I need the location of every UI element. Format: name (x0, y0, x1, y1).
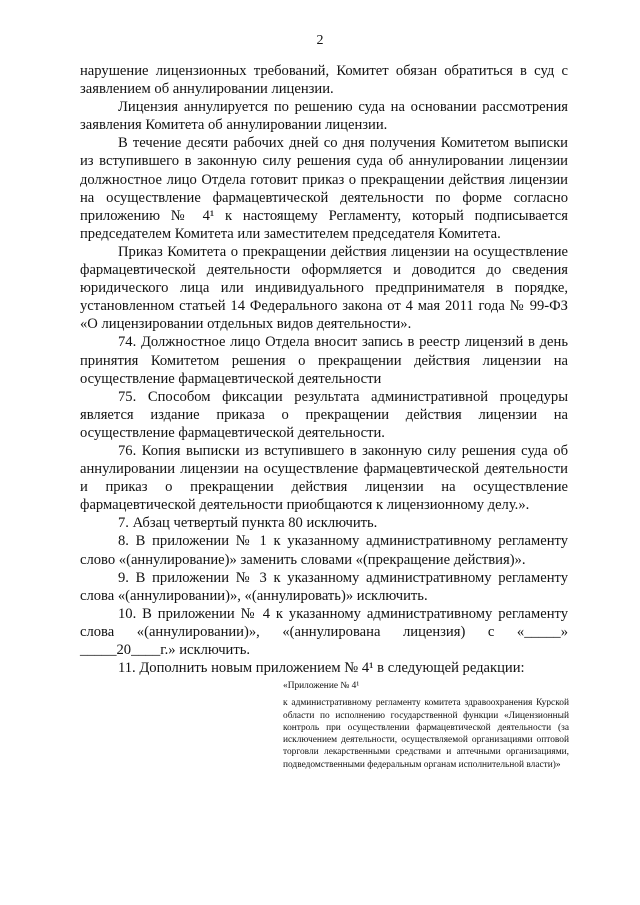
paragraph: В течение десяти рабочих дней со дня получения Комитетом выписки из вступившего в законную силу решения суда об аннулировании лицензии должностное лицо Отдела готовит приказ о прекращении действия лицензии на осуществление фармацевтической деятельности по форме согласно приложению № 4¹ к настоящему Регламенту, который подписывается председателем Комитета или заместителем председателя Комитета. (80, 135, 568, 242)
page-number: 2 (316, 33, 324, 48)
paragraph: 75. Способом фиксации результата административной процедуры является издание приказа о прекращении действия лицензии на осуществление фармацевтической деятельности. (80, 388, 568, 441)
paragraph: 9. В приложении № 3 к указанному административному регламенту слова «(аннулировании)», «(аннулировать)» исключить. (80, 569, 568, 604)
appendix-body: к административному регламенту комитета здравоохранения Курской области по исполнению государственной функции «Лицензионный контроль при осуществлении фармацевтической деятельности (за исключением деятельности, осуществляемой организациями оптовой торговли лекарственными средствами и аптечными организациями, подведомственными федеральным органам исполнительной власти)» (283, 698, 569, 770)
paragraph: 10. В приложении № 4 к указанному административному регламенту слова «(аннулировании)», «(аннулирована лицензия) с «_____» _____20____г.» исключить. (80, 605, 568, 658)
paragraph: Лицензия аннулируется по решению суда на основании рассмотрения заявления Комитета об аннулировании лицензии. (80, 99, 568, 134)
paragraph: 74. Должностное лицо Отдела вносит запись в реестр лицензий в день принятия Комитетом решения о прекращении действия лицензии на осуществление фармацевтической деятельности (80, 334, 568, 387)
paragraph: Приказ Комитета о прекращении действия лицензии на осуществление фармацевтической деятельности оформляется и доводится до сведения юридического лица или индивидуального предпринимателя в порядке, установленном статьей 14 Федерального закона от 4 мая 2011 года № 99-ФЗ «О лицензировании отдельных видов деятельности». (80, 243, 568, 333)
appendix-heading-block (283, 680, 569, 771)
appendix-title: «Приложение № 4¹ (283, 681, 360, 691)
paragraph: 8. В приложении № 1 к указанному административному регламенту слово «(аннулирование)» заменить словами «(прекращение действия)». (80, 533, 568, 568)
document-body (80, 62, 568, 677)
paragraph: 76. Копия выписки из вступившего в законную силу решения суда об аннулировании лицензии на осуществление фармацевтической деятельности и приказ о прекращении действия лицензии на осуществление фармацевтической деятельности приобщаются к лицензионному делу.». (80, 442, 568, 514)
paragraph: нарушение лицензионных требований, Комитет обязан обратиться в суд с заявлением об аннулировании лицензии. (80, 63, 568, 98)
paragraph: 7. Абзац четвертый пункта 80 исключить. (118, 515, 378, 532)
paragraph: 11. Дополнить новым приложением № 4¹ в следующей редакции: (118, 660, 525, 677)
